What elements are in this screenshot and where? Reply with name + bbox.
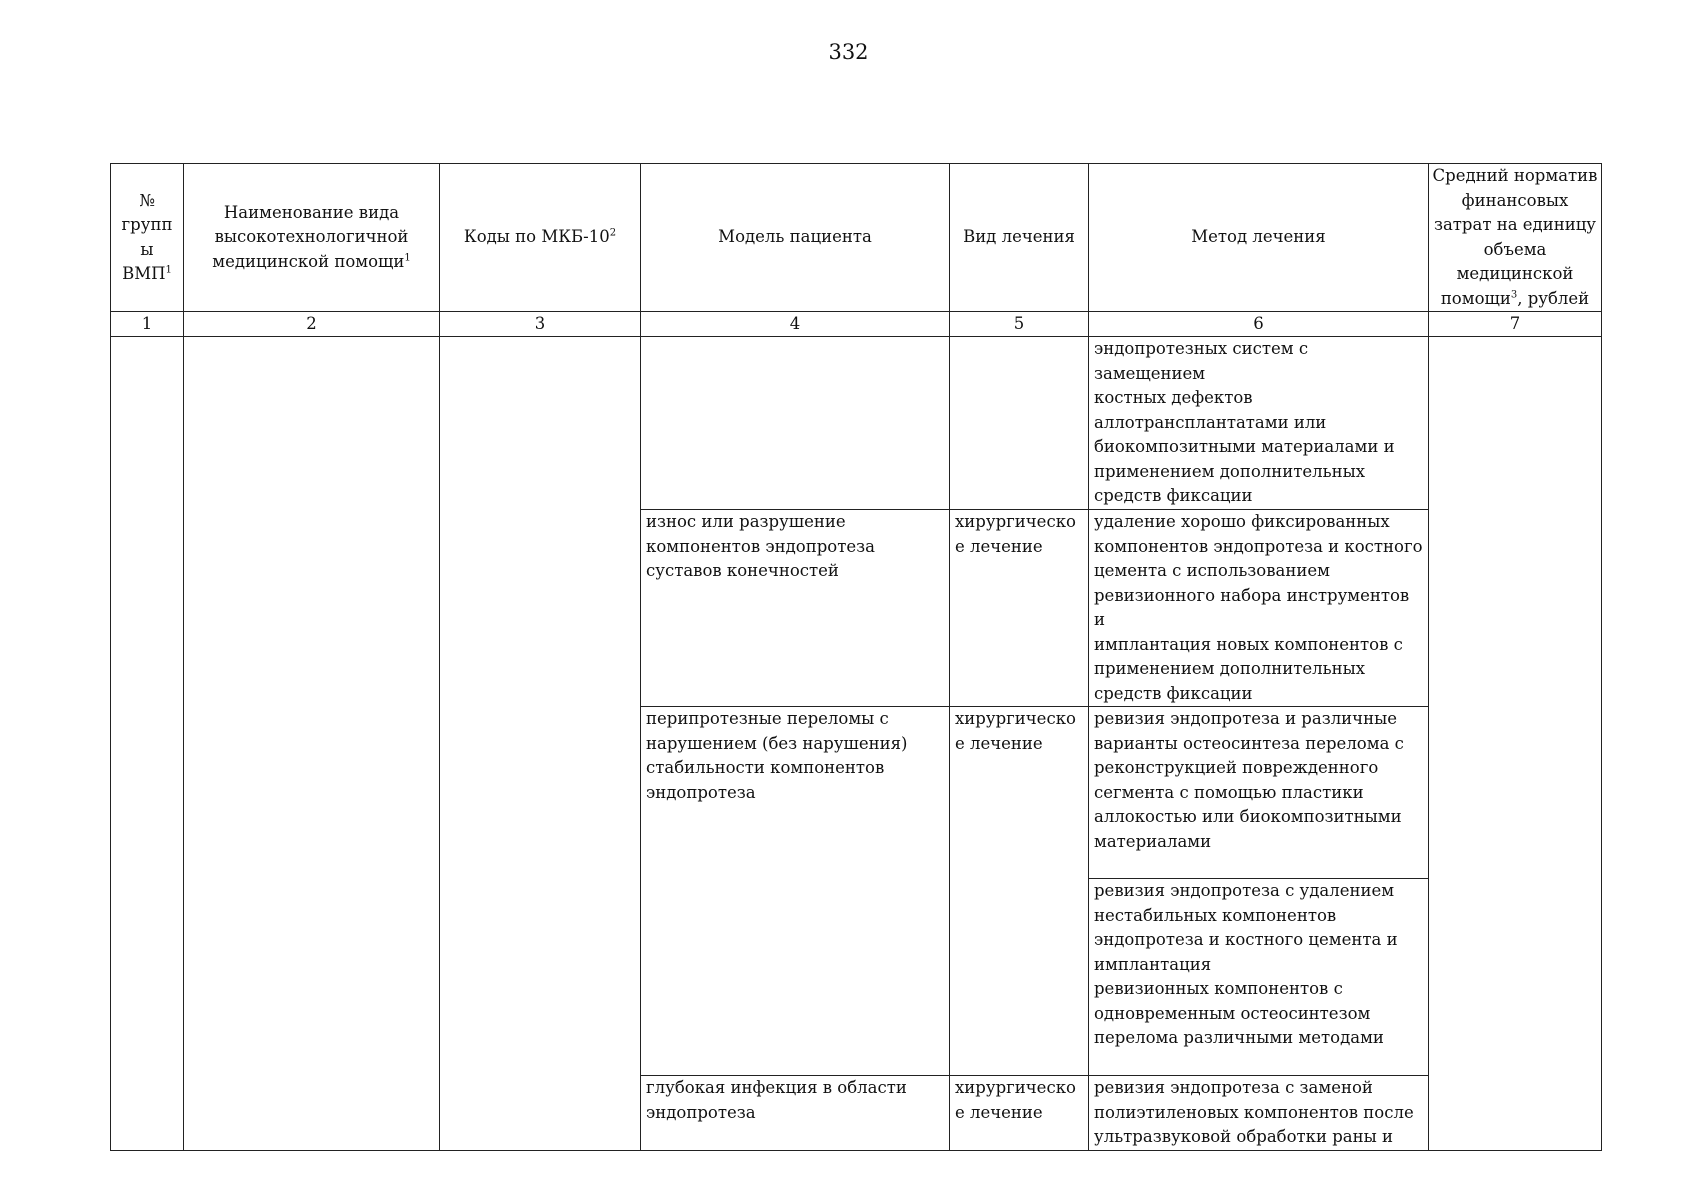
treatment-method-cell: ревизия эндопротеза с удалением нестабильных компонентов эндопротеза и костного цемента и имплантация ревизионных компонентов с одновременным остеосинтезом перелома различными методами bbox=[1089, 879, 1429, 1076]
page-number: 332 bbox=[828, 40, 869, 64]
patient-model-cell: износ или разрушение компонентов эндопротеза суставов конечностей bbox=[641, 510, 950, 707]
header-cost-standard: Средний норматив финансовых затрат на единицу объема медицинской помощи$^3$, рублей bbox=[1429, 164, 1602, 312]
column-number: 7 bbox=[1429, 312, 1602, 337]
column-number: 5 bbox=[950, 312, 1089, 337]
header-group-number: № групп ы ВМП$^1$ bbox=[111, 164, 184, 312]
column-number: 6 bbox=[1089, 312, 1429, 337]
treatment-method-cell: ревизия эндопротеза с заменой полиэтиленовых компонентов после ультразвуковой обработки раны и bbox=[1089, 1076, 1429, 1151]
column-number-row bbox=[111, 312, 1602, 337]
icd-codes-cell bbox=[440, 337, 641, 1151]
treatment-type-cell: хирургическо е лечение bbox=[950, 510, 1089, 707]
treatment-type-cell bbox=[950, 337, 1089, 510]
header-vmp-name: Наименование вида высокотехнологичной медицинской помощи$^1$ bbox=[184, 164, 440, 312]
treatment-type-cell: хирургическо е лечение bbox=[950, 707, 1089, 1076]
group-number-cell bbox=[111, 337, 184, 1151]
column-number: 4 bbox=[641, 312, 950, 337]
column-number: 1 bbox=[111, 312, 184, 337]
header-treatment-type: Вид лечения bbox=[950, 164, 1089, 312]
vmp-name-cell bbox=[184, 337, 440, 1151]
patient-model-cell: глубокая инфекция в области эндопротеза bbox=[641, 1076, 950, 1151]
patient-model-cell bbox=[641, 337, 950, 510]
header-row bbox=[111, 164, 1602, 312]
treatment-method-cell: эндопротезных систем с замещением костных дефектов аллотрансплантатами или биокомпозитными материалами и применением дополнительных средств фиксации bbox=[1089, 337, 1429, 510]
cost-standard-cell bbox=[1429, 337, 1602, 1151]
header-treatment-method: Метод лечения bbox=[1089, 164, 1429, 312]
treatment-method-cell: ревизия эндопротеза и различные варианты остеосинтеза перелома с реконструкцией поврежденного сегмента с помощью пластики аллокостью или биокомпозитными материалами bbox=[1089, 707, 1429, 879]
vmp-table bbox=[110, 163, 1602, 1151]
column-number: 3 bbox=[440, 312, 641, 337]
treatment-type-cell: хирургическо е лечение bbox=[950, 1076, 1089, 1151]
treatment-method-cell: удаление хорошо фиксированных компонентов эндопротеза и костного цемента с использованием ревизионного набора инструментов и имплантация новых компонентов с применением дополнительных средств фиксации bbox=[1089, 510, 1429, 707]
table-row bbox=[111, 337, 1602, 510]
header-patient-model: Модель пациента bbox=[641, 164, 950, 312]
column-number: 2 bbox=[184, 312, 440, 337]
header-icd-codes: Коды по МКБ-$10^2$ bbox=[440, 164, 641, 312]
patient-model-cell: перипротезные переломы с нарушением (без нарушения) стабильности компонентов эндопротеза bbox=[641, 707, 950, 1076]
